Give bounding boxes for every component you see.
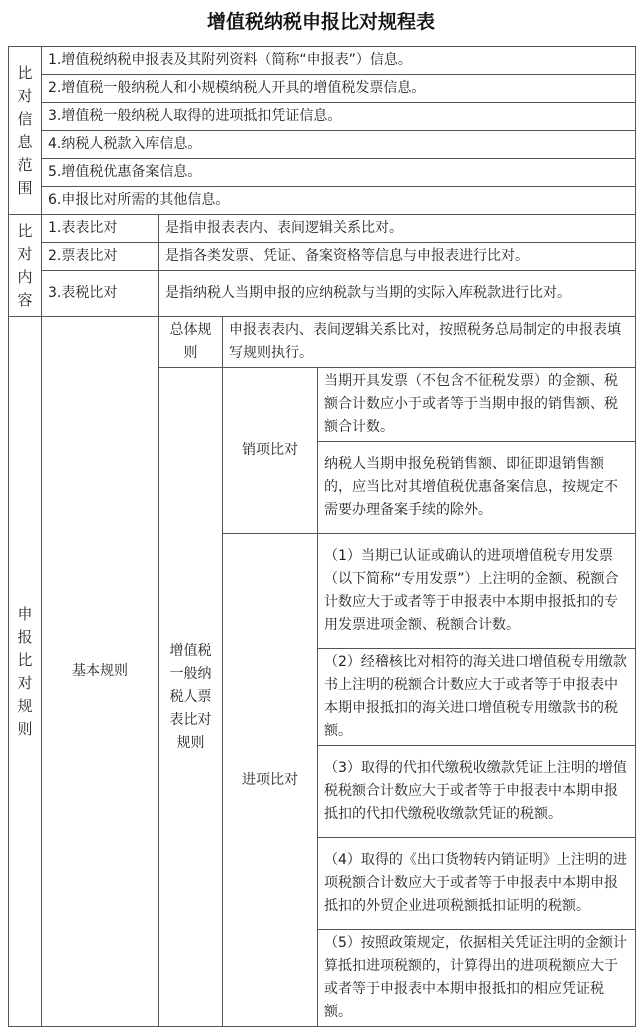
general-rule-label: 总体规则 (159, 317, 223, 368)
content-label: 比 对 内 容 (9, 215, 42, 317)
input-label: 进项比对 (223, 534, 318, 1027)
input-rule: （5）按照政策规定，依据相关凭证注明的金额计算抵扣进项税额的，计算得出的进项税额应大于或者等于申报表中本期申报抵扣的相应凭证税额。 (318, 930, 636, 1027)
content-name: 2.票表比对 (42, 243, 159, 271)
scope-item: 1.增值税纳税申报表及其附列资料（简称“申报表”）信息。 (42, 47, 636, 75)
rules-table (8, 46, 636, 1027)
sales-label: 销项比对 (223, 368, 318, 534)
sales-rule: 纳税人当期申报免税销售额、即征即退销售额的，应当比对其增值税优惠备案信息，按规定不需要办理备案手续的除外。 (318, 442, 636, 534)
content-name: 3.表税比对 (42, 271, 159, 317)
input-rule: （2）经稽核比对相符的海关进口增值税专用缴款书上注明的税额合计数应大于或者等于申报表中本期申报抵扣的海关进口增值税专用缴款书的税额。 (318, 649, 636, 746)
sales-rule: 当期开具发票（不包含不征税发票）的金额、税额合计数应小于或者等于当期申报的销售额、税额合计数。 (318, 368, 636, 442)
scope-label: 比 对 信 息 范 围 (9, 47, 42, 215)
content-desc: 是指申报表表内、表间逻辑关系比对。 (159, 215, 636, 243)
page-title: 增值税纳税申报比对规程表 (206, 11, 435, 33)
scope-item: 4.纳税人税款入库信息。 (42, 131, 636, 159)
input-rule: （3）取得的代扣代缴税收缴款凭证上注明的增值税税额合计数应大于或者等于申报表中本期申报抵扣的代扣代缴税收缴款凭证的税额。 (318, 746, 636, 838)
sub-rule-label: 增值税一般纳税人票表比对规则 (159, 368, 223, 1027)
input-rule: （1）当期已认证或确认的进项增值税专用发票（以下简称“专用发票”）上注明的金额、税额合计数应大于或者等于申报表中本期申报抵扣的专用发票进项金额、税额合计数。 (318, 534, 636, 649)
content-desc: 是指各类发票、凭证、备案资格等信息与申报表进行比对。 (159, 243, 636, 271)
scope-item: 2.增值税一般纳税人和小规模纳税人开具的增值税发票信息。 (42, 75, 636, 103)
basic-rule-label: 基本规则 (42, 317, 159, 1027)
scope-item: 5.增值税优惠备案信息。 (42, 159, 636, 187)
content-name: 1.表表比对 (42, 215, 159, 243)
scope-item: 6.申报比对所需的其他信息。 (42, 187, 636, 215)
general-rule-text: 申报表表内、表间逻辑关系比对，按照税务总局制定的申报表填写规则执行。 (223, 317, 636, 368)
scope-item: 3.增值税一般纳税人取得的进项抵扣凭证信息。 (42, 103, 636, 131)
input-rule: （4）取得的《出口货物转内销证明》上注明的进项税额合计数应大于或者等于申报表中本期申报抵扣的外贸企业进项税额抵扣证明的税额。 (318, 838, 636, 930)
rules-label: 申 报 比 对 规 则 (9, 317, 42, 1027)
content-desc: 是指纳税人当期申报的应纳税款与当期的实际入库税款进行比对。 (159, 271, 636, 317)
scope-row (9, 47, 636, 75)
